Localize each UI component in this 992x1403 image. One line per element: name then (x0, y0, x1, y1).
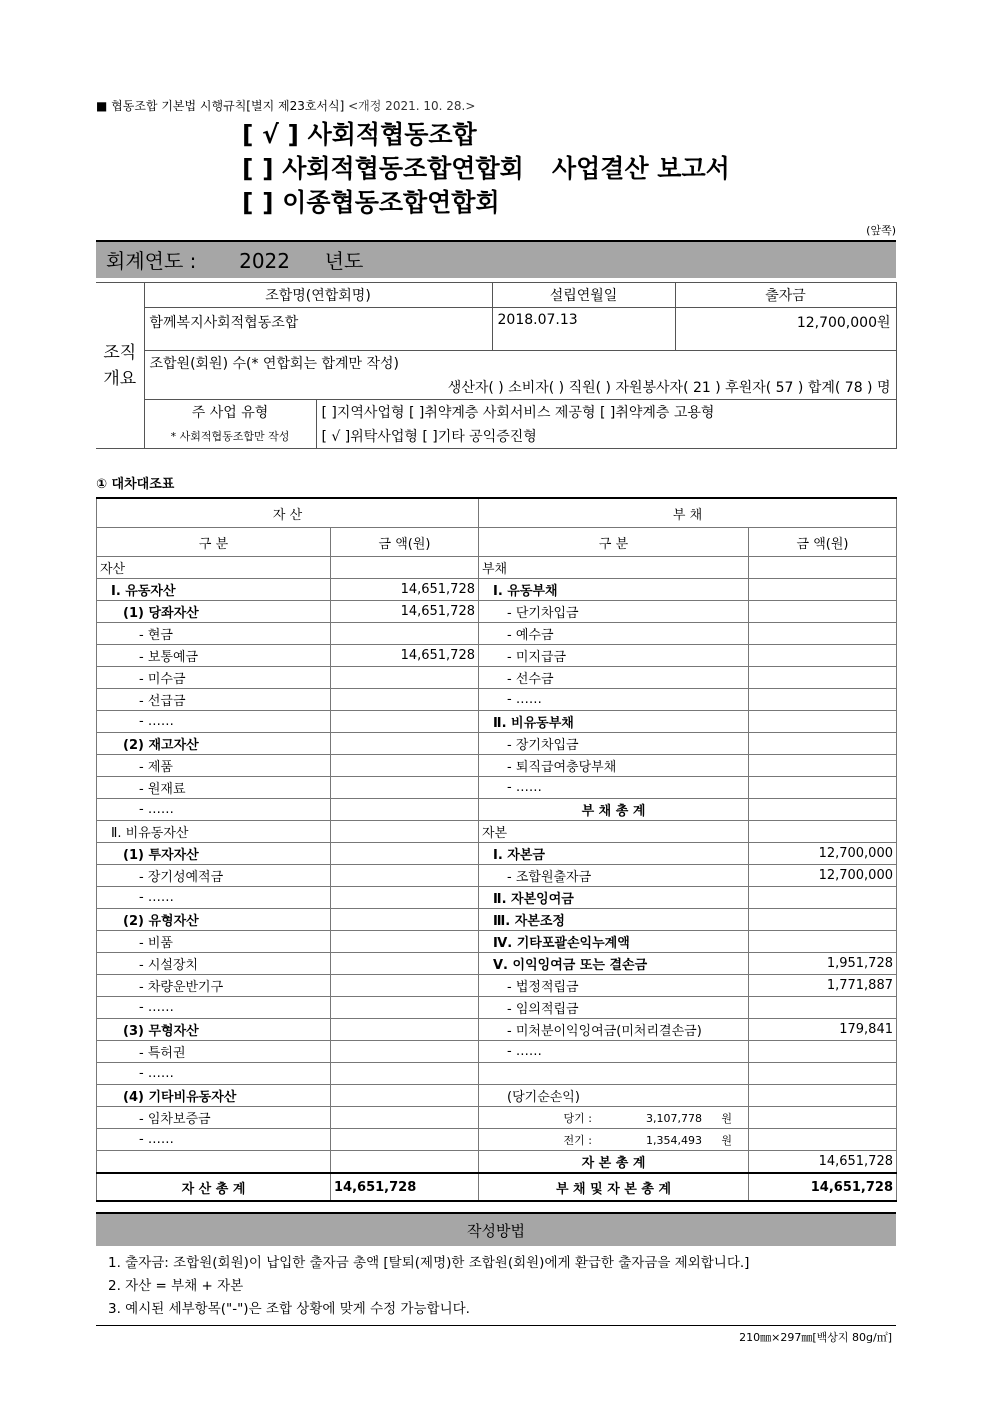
org-side-label: 조직 개요 (96, 283, 144, 449)
col-org-name: 조합명(연합회명) (144, 283, 492, 308)
asset-amount (331, 1129, 479, 1151)
asset-amount (331, 557, 479, 579)
asset-amount (331, 1019, 479, 1041)
asset-item: (1) 당좌자산 (97, 601, 331, 623)
table-row (97, 711, 897, 733)
liab-amount: 1,771,887 (749, 975, 897, 997)
asset-amount (331, 755, 479, 777)
table-row (97, 557, 897, 579)
liab-amount: 179,841 (749, 1019, 897, 1041)
liab-item: - 미처분이익잉여금(미처리결손금) (479, 1019, 749, 1041)
asset-item-header: 구 분 (97, 528, 331, 557)
pl-previous (479, 1129, 749, 1151)
liab-amount (749, 1085, 897, 1107)
asset-total-value: 14,651,728 (331, 1173, 479, 1201)
members-counts: 생산자( ) 소비자( ) 직원( ) 자원봉사자( 21 ) 후원자( 57 ) 합계( 78 ) 명 (144, 375, 896, 400)
asset-amount (331, 799, 479, 821)
liab-amount (749, 755, 897, 777)
liab-amount (749, 799, 897, 821)
asset-item: 자산 (97, 557, 331, 579)
asset-amount (331, 865, 479, 887)
asset-item: - 특허권 (97, 1041, 331, 1063)
capital-value: 12,700,000원 (675, 308, 896, 351)
title-line-2: [ ] 사회적협동조합연합회 (242, 154, 524, 183)
col-capital: 출자금 (675, 283, 896, 308)
paper-spec: 210㎜×297㎜[백상지 80g/㎡] (739, 1331, 892, 1344)
pl-row-previous (97, 1129, 897, 1151)
table-row (97, 821, 897, 843)
grand-total-row (97, 1173, 897, 1201)
liab-item: - 퇴직급여충당부채 (479, 755, 749, 777)
liab-amount (749, 601, 897, 623)
asset-amount: 14,651,728 (331, 579, 479, 601)
asset-item: - …… (97, 887, 331, 909)
method-list (108, 1252, 749, 1321)
asset-amount (331, 821, 479, 843)
liab-amount: 12,700,000 (749, 843, 897, 865)
liab-amount: 12,700,000 (749, 865, 897, 887)
liab-amount (749, 557, 897, 579)
asset-amount (331, 975, 479, 997)
liab-item: - …… (479, 1041, 749, 1063)
equity-total-row (97, 1151, 897, 1174)
table-row (97, 865, 897, 887)
form-ref-text: ■ 협동조합 기본법 시행규칙[별지 제23호서식] (96, 99, 345, 113)
biz-type-label: 주 사업 유형 (144, 400, 316, 425)
biz-type-note: * 사회적협동조합만 작성 (144, 424, 316, 449)
title-suffix: 사업결산 보고서 (552, 154, 730, 183)
liab-amount (749, 1063, 897, 1085)
liabilities-header: 부 채 (479, 498, 897, 528)
asset-amount (331, 1063, 479, 1085)
table-row (97, 777, 897, 799)
balance-sheet-title: ① 대차대조표 (96, 477, 175, 492)
asset-amount (331, 1085, 479, 1107)
liab-amount (749, 909, 897, 931)
asset-amount (331, 997, 479, 1019)
asset-item (97, 1151, 331, 1174)
table-row (97, 733, 897, 755)
liab-item: Ⅳ. 기타포괄손익누계액 (479, 931, 749, 953)
liab-item: Ⅱ. 비유동부채 (479, 711, 749, 733)
biz-type-options-2: [ √ ]위탁사업형 [ ]기타 공익증진형 (316, 424, 896, 449)
asset-item: - …… (97, 799, 331, 821)
asset-item: - 비품 (97, 931, 331, 953)
table-row (97, 909, 897, 931)
asset-amount (331, 623, 479, 645)
liab-item: - 선수금 (479, 667, 749, 689)
fiscal-year-bar (96, 240, 896, 278)
asset-amount (331, 667, 479, 689)
asset-item: - …… (97, 997, 331, 1019)
liab-amount (749, 667, 897, 689)
liab-item: - 미지급금 (479, 645, 749, 667)
members-label: 조합원(회원) 수(* 연합회는 합계만 작성) (144, 351, 896, 376)
table-row (97, 975, 897, 997)
fiscal-year-value: 2022 (239, 249, 291, 273)
liab-amount (749, 711, 897, 733)
liab-amount (749, 623, 897, 645)
organization-overview (96, 282, 897, 449)
liab-amount-header: 금 액(원) (749, 528, 897, 557)
table-row (97, 667, 897, 689)
asset-item: Ⅱ. 비유동자산 (97, 821, 331, 843)
asset-item: - …… (97, 711, 331, 733)
liab-item: - 장기차입금 (479, 733, 749, 755)
pl-amount: 3,107,778 (646, 1111, 702, 1125)
liab-amount (749, 733, 897, 755)
biz-type-options-1: [ ]지역사업형 [ ]취약계층 사회서비스 제공형 [ ]취약계층 고용형 (316, 400, 896, 425)
pl-current (479, 1107, 749, 1129)
asset-amount: 14,651,728 (331, 601, 479, 623)
asset-item: - 임차보증금 (97, 1107, 331, 1129)
liab-item: 자본 (479, 821, 749, 843)
liab-item: - 예수금 (479, 623, 749, 645)
table-row (97, 843, 897, 865)
liab-item: Ⅰ. 자본금 (479, 843, 749, 865)
asset-amount (331, 953, 479, 975)
liab-amount (749, 1041, 897, 1063)
pl-label: 전기 : (563, 1133, 592, 1147)
liab-amount (749, 1129, 897, 1151)
asset-total-label: 자 산 총 계 (97, 1173, 331, 1201)
asset-item: - 차량운반기구 (97, 975, 331, 997)
asset-item: (4) 기타비유동자산 (97, 1085, 331, 1107)
asset-item: (1) 투자자산 (97, 843, 331, 865)
bottom-divider (96, 1325, 896, 1326)
asset-amount (331, 689, 479, 711)
title-line-1: [ √ ] 사회적협동조합 (242, 120, 477, 149)
liab-amount (749, 777, 897, 799)
asset-item: - 선급금 (97, 689, 331, 711)
asset-item: - …… (97, 1063, 331, 1085)
table-row (97, 997, 897, 1019)
table-row (97, 931, 897, 953)
pl-row-current (97, 1107, 897, 1129)
liab-amount (749, 689, 897, 711)
front-side-label: (앞쪽) (866, 224, 896, 237)
asset-item: - 시설장치 (97, 953, 331, 975)
asset-amount: 14,651,728 (331, 645, 479, 667)
revision-text: <개정 2021. 10. 28.> (348, 99, 476, 113)
method-item-3: 3. 예시된 세부항목("-")은 조합 상황에 맞게 수정 가능합니다. (108, 1301, 470, 1317)
table-row (97, 1019, 897, 1041)
liab-item-header: 구 분 (479, 528, 749, 557)
asset-item: - 미수금 (97, 667, 331, 689)
liab-amount (749, 997, 897, 1019)
method-header: 작성방법 (96, 1212, 896, 1246)
assets-header: 자 산 (97, 498, 479, 528)
asset-item: Ⅰ. 유동자산 (97, 579, 331, 601)
table-row (97, 689, 897, 711)
asset-item: - 원재료 (97, 777, 331, 799)
title-line-3: [ ] 이종협동조합연합회 (242, 188, 500, 217)
asset-item: - 보통예금 (97, 645, 331, 667)
asset-item: (3) 무형자산 (97, 1019, 331, 1041)
asset-amount (331, 1107, 479, 1129)
founded-date-value: 2018.07.13 (492, 308, 675, 351)
pl-amount: 1,354,493 (646, 1133, 702, 1147)
liab-item: Ⅱ. 자본잉여금 (479, 887, 749, 909)
pl-label: 당기 : (563, 1111, 592, 1125)
asset-amount (331, 711, 479, 733)
pl-unit: 원 (721, 1111, 732, 1125)
asset-amount (331, 931, 479, 953)
asset-item: - 장기성예적금 (97, 865, 331, 887)
table-row (97, 623, 897, 645)
liab-equity-total-label: 부 채 및 자 본 총 계 (479, 1173, 749, 1201)
balance-sheet-table (96, 497, 897, 1202)
table-row (97, 1063, 897, 1085)
liab-amount (749, 821, 897, 843)
liab-item: Ⅰ. 유동부채 (479, 579, 749, 601)
asset-item: (2) 재고자산 (97, 733, 331, 755)
liab-item: Ⅲ. 자본조정 (479, 909, 749, 931)
liab-amount: 1,951,728 (749, 953, 897, 975)
asset-item: - 제품 (97, 755, 331, 777)
asset-amount (331, 733, 479, 755)
liab-item: 부채 (479, 557, 749, 579)
asset-amount (331, 843, 479, 865)
table-row (97, 601, 897, 623)
liab-item: - 조합원출자금 (479, 865, 749, 887)
method-item-2: 2. 자산 = 부채 + 자본 (108, 1278, 244, 1294)
equity-total-value: 14,651,728 (749, 1151, 897, 1174)
method-item-1: 1. 출자금: 조합원(회원)이 납입한 출자금 총액 [탈퇴(제명)한 조합원(회원)에게 환급한 출자금을 제외합니다.] (108, 1255, 750, 1271)
liab-item: - 임의적립금 (479, 997, 749, 1019)
col-founded-date: 설립연월일 (492, 283, 675, 308)
equity-total-label: 자 본 총 계 (479, 1151, 749, 1174)
asset-item: (2) 유형자산 (97, 909, 331, 931)
liab-amount (749, 1107, 897, 1129)
liab-item: - 단기차입금 (479, 601, 749, 623)
table-row (97, 645, 897, 667)
liab-item: - …… (479, 777, 749, 799)
liab-amount (749, 931, 897, 953)
fiscal-year-unit: 년도 (324, 249, 364, 273)
asset-amount-header: 금 액(원) (331, 528, 479, 557)
fiscal-year-label: 회계연도 : (106, 249, 197, 273)
liab-item: Ⅴ. 이익잉여금 또는 결손금 (479, 953, 749, 975)
liab-item: 부 채 총 계 (479, 799, 749, 821)
balance-sheet-body (97, 557, 897, 1107)
report-title (242, 118, 730, 220)
liab-item: (당기순손익) (479, 1085, 749, 1107)
pl-unit: 원 (721, 1133, 732, 1147)
table-row (97, 1085, 897, 1107)
liab-equity-total-value: 14,651,728 (749, 1173, 897, 1201)
liab-amount (749, 579, 897, 601)
table-row (97, 953, 897, 975)
org-name-value: 함께복지사회적협동조합 (144, 308, 492, 351)
table-row (97, 579, 897, 601)
liab-amount (749, 887, 897, 909)
asset-amount (331, 1151, 479, 1174)
liab-item: - …… (479, 689, 749, 711)
table-row (97, 755, 897, 777)
asset-item: - 현금 (97, 623, 331, 645)
asset-item: - …… (97, 1129, 331, 1151)
liab-item (479, 1063, 749, 1085)
asset-amount (331, 909, 479, 931)
liab-item: - 법정적립금 (479, 975, 749, 997)
table-row (97, 1041, 897, 1063)
table-row (97, 887, 897, 909)
asset-amount (331, 887, 479, 909)
asset-amount (331, 777, 479, 799)
table-row (97, 799, 897, 821)
liab-amount (749, 645, 897, 667)
form-reference (96, 97, 475, 114)
asset-amount (331, 1041, 479, 1063)
